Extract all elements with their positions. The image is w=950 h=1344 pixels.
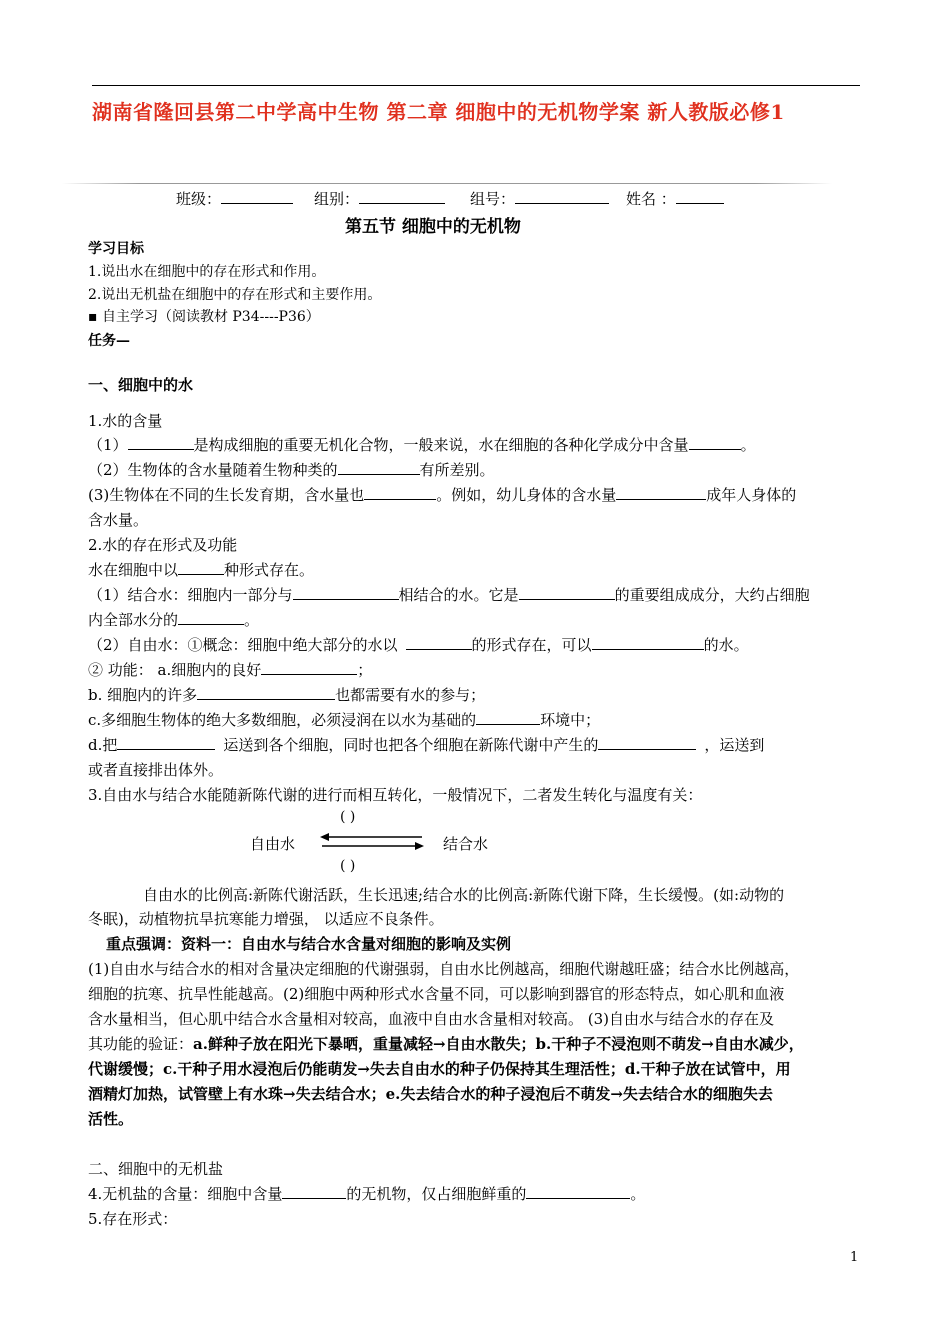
bound-water-line: [88, 584, 810, 605]
func-blank-b: [197, 685, 335, 700]
q3-text-a: (3)生物体在不同的生长发育期，含水量也: [88, 486, 365, 504]
forms-line: [88, 559, 314, 580]
objectives-heading: 学习目标: [88, 241, 144, 257]
q1-blank-2: [689, 435, 741, 450]
bound-water-label: 结合水: [443, 835, 489, 853]
func-text-d3: ，运送到: [704, 736, 765, 754]
q3-blank-1: [364, 485, 436, 500]
func-blank-d1: [117, 735, 215, 750]
key-line-4: [88, 1033, 804, 1054]
func-text-c2: 环境中；: [540, 711, 601, 729]
salt-text-b: 的无机物，仅占细胞鲜重的: [346, 1185, 527, 1203]
section-title: 第五节 细胞中的无机物: [345, 217, 521, 237]
bound-blank-1: [293, 585, 399, 600]
bound-blank-2: [519, 585, 615, 600]
free-text-a: （2）自由水：①概念：细胞中绝大部分的水以: [88, 636, 398, 654]
salt-blank-2: [526, 1184, 630, 1199]
q2-text-a: （2）生物体的含水量随着生物种类的: [88, 461, 338, 479]
key-line-4b: a.鲜种子放在阳光下暴晒，重量减轻→自由水散失；b.干种子不浸泡则不萌发→自由水减少，: [193, 1035, 804, 1053]
document-title: 湖南省隆回县第二中学高中生物 第二章 细胞中的无机物学案 新人教版必修1: [92, 100, 785, 124]
objective-1: 1.说出水在细胞中的存在形式和作用。: [88, 264, 326, 280]
salt-content-line: [88, 1183, 645, 1204]
func-blank-d2: [598, 735, 696, 750]
group-no-field: [470, 188, 609, 209]
key-line-5: 代谢缓慢；c.干种子用水浸泡后仍能萌发→失去自由水的种子仍保持其生理活性；d.干种子放在试管中，用: [88, 1060, 791, 1078]
bound-text-d: 内全部水分的: [88, 611, 179, 629]
conversion-line: 3.自由水与结合水能随新陈代谢的进行而相互转化，一般情况下，二者发生转化与温度有关：: [88, 786, 703, 804]
func-text-b1: b. 细胞内的许多: [88, 686, 198, 704]
key-line-3: 含水量相当，但心肌中结合水含量相对较高，血液中自由水含量相对较高。 (3)自由水与结合水的存在及: [88, 1010, 775, 1028]
q3-text-c: 成年人身体的: [706, 486, 797, 504]
q1-blank-1: [128, 435, 194, 450]
free-text-c: 的水。: [703, 636, 749, 654]
key-heading: 重点强调：资料一：自由水与结合水含量对细胞的影响及实例: [106, 935, 512, 953]
function-line-d2: 或者直接排出体外。: [88, 761, 224, 779]
free-blank-1: [406, 635, 472, 650]
header-divider: [62, 183, 832, 184]
forms-blank: [178, 560, 224, 575]
bound-text-c: 的重要组成成分，大约占细胞: [614, 586, 810, 604]
class-label: 班级：: [176, 190, 222, 208]
top-rule: [92, 85, 860, 86]
q1-text-a: （1）: [88, 436, 128, 454]
forms-text-a: 水在细胞中以: [88, 561, 179, 579]
group-no-blank: [515, 189, 609, 204]
q3-line: [88, 484, 796, 505]
func-text-a2: ；: [357, 661, 373, 679]
page-number: 1: [850, 1250, 859, 1265]
objective-2: 2.说出无机盐在细胞中的存在形式和主要作用。: [88, 287, 382, 303]
paren-bottom: ( ): [340, 858, 356, 874]
q1-text-c: 。: [740, 436, 756, 454]
name-field: [626, 188, 724, 209]
part1-heading: 一、细胞中的水: [88, 376, 194, 394]
key-line-2: 细胞的抗寒、抗旱性能越高。(2)细胞中两种形式水含量不同，可以影响到器官的形态特点，如心肌和血液: [88, 985, 785, 1003]
class-blank: [221, 189, 293, 204]
q1-line: [88, 434, 756, 455]
function-line-c: [88, 709, 600, 730]
salt-blank-1: [282, 1184, 346, 1199]
bound-water-line-2: [88, 609, 259, 630]
forms-text-b: 种形式存在。: [224, 561, 315, 579]
group-no-label: 组号：: [470, 190, 516, 208]
q3-blank-2: [616, 485, 706, 500]
key-line-4a: 其功能的验证：: [88, 1035, 194, 1053]
q1-text-b: 是构成细胞的重要无机化合物，一般来说，水在细胞的各种化学成分中含量: [193, 436, 689, 454]
salt-text-c: 。: [630, 1185, 646, 1203]
group-blank: [359, 189, 445, 204]
bound-blank-3: [178, 610, 244, 625]
func-blank-a: [261, 660, 357, 675]
ratio-line-1: 自由水的比例高:新陈代谢活跃，生长迅速;结合水的比例高:新陈代谢下降，生长缓慢。(如:动物的: [143, 886, 785, 904]
conversion-arrows-icon: [320, 832, 424, 852]
q2-line: [88, 459, 495, 480]
salt-text-a: 4.无机盐的含量：细胞中含量: [88, 1185, 283, 1203]
key-line-7: 活性。: [88, 1110, 134, 1128]
func-text-d2: 运送到各个细胞，同时也把各个细胞在新陈代谢中产生的: [223, 736, 599, 754]
name-blank: [676, 189, 724, 204]
group-label: 组别：: [314, 190, 360, 208]
function-line-a: [88, 659, 372, 680]
key-line-6: 酒精灯加热，试管壁上有水珠→失去结合水；e.失去结合水的种子浸泡后不萌发→失去结合水的细胞失去: [88, 1085, 773, 1103]
ratio-line-2: 冬眠)，动植物抗旱抗寒能力增强， 以适应不良条件。: [88, 910, 444, 928]
paren-top: ( ): [340, 809, 356, 825]
func-text-c1: c.多细胞生物体的绝大多数细胞，必须浸润在以水为基础的: [88, 711, 477, 729]
free-water-line: [88, 634, 749, 655]
water-content-heading: 1.水的含量: [88, 412, 163, 430]
name-label: 姓名 ：: [626, 190, 676, 208]
q3-text-b: 。例如，幼儿身体的含水量: [436, 486, 617, 504]
q2-text-b: 有所差别。: [419, 461, 495, 479]
function-line-d: [88, 734, 764, 755]
function-line-b: [88, 684, 485, 705]
func-blank-c: [476, 710, 540, 725]
free-water-label: 自由水: [250, 835, 296, 853]
bound-text-e: 。: [244, 611, 260, 629]
bound-text-b: 相结合的水。它是: [398, 586, 519, 604]
task-label: 任务—: [88, 333, 130, 349]
existence-form-line: 5.存在形式：: [88, 1210, 178, 1228]
free-text-b: 的形式存在，可以: [471, 636, 592, 654]
bound-text-a: （1）结合水：细胞内一部分与: [88, 586, 293, 604]
q2-blank: [338, 460, 420, 475]
self-study-line: ▪ 自主学习（阅读教材 P34----P36）: [88, 309, 320, 325]
part2-heading: 二、细胞中的无机盐: [88, 1160, 224, 1178]
func-text-b2: 也都需要有水的参与；: [335, 686, 486, 704]
func-text-d1: d.把: [88, 736, 118, 754]
group-field: [314, 188, 445, 209]
free-blank-2: [592, 635, 704, 650]
key-line-1: (1)自由水与结合水的相对含量决定细胞的代谢强弱，自由水比例越高，细胞代谢越旺盛；结合水比例越高，: [88, 960, 800, 978]
q3-line-2: 含水量。: [88, 511, 149, 529]
forms-heading: 2.水的存在形式及功能: [88, 536, 238, 554]
class-field: [176, 188, 293, 209]
func-text-a: ② 功能： a.细胞内的良好: [88, 661, 262, 679]
